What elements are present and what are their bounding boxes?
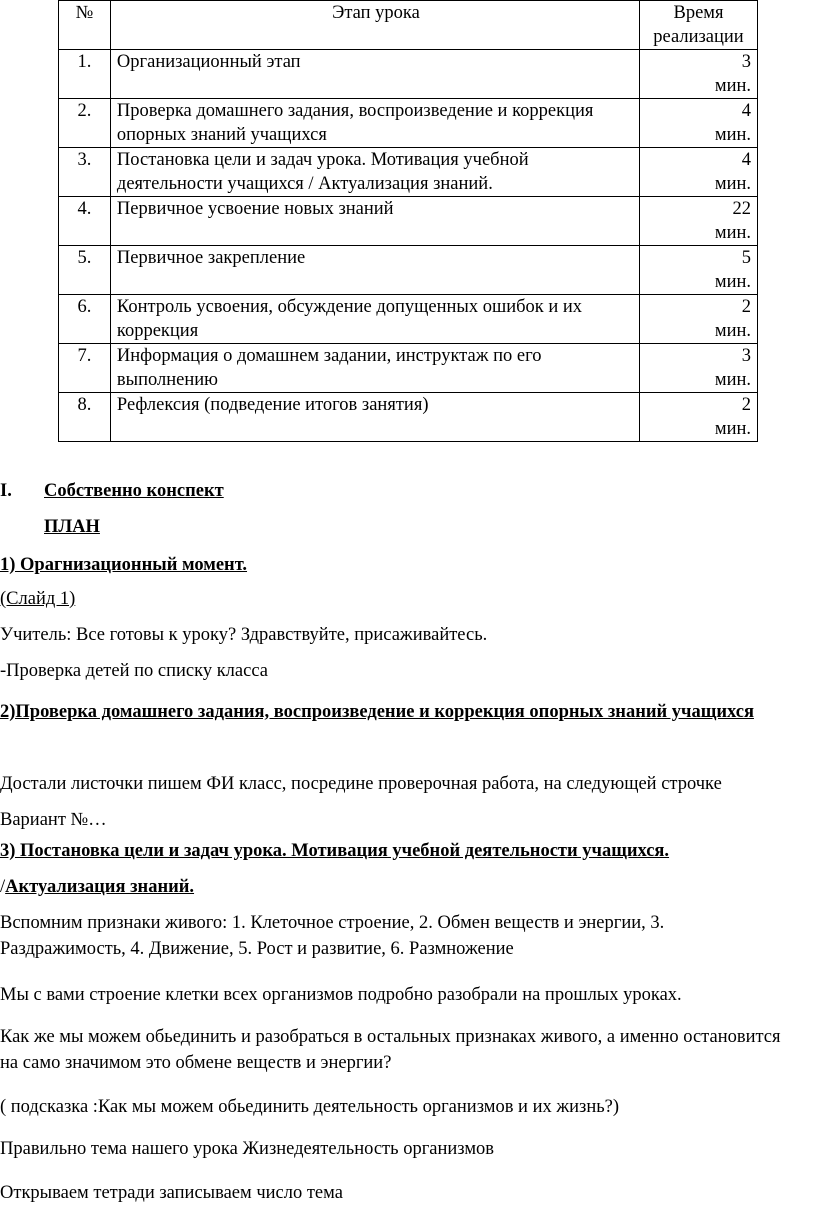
row-time: [640, 344, 758, 393]
row-time-value: 2: [741, 297, 751, 317]
row-time: [640, 246, 758, 295]
row-time: [640, 197, 758, 246]
row-stage: Информация о домашнем задании, инструктаж по его выполнению: [110, 344, 639, 393]
row-num: 3.: [59, 148, 111, 197]
section-number: I.: [0, 481, 12, 501]
table-row: [59, 50, 758, 99]
row-stage: Контроль усвоения, обсуждение допущенных ошибок и их коррекция: [110, 295, 639, 344]
row-num: 4.: [59, 197, 111, 246]
slide-1-label: [0, 586, 75, 612]
row-time-unit: мин.: [714, 223, 751, 243]
row-time-value: 3: [741, 52, 751, 72]
row-time-unit: мин.: [714, 174, 751, 194]
heading-actualization-slash: /: [0, 877, 6, 897]
row-stage: Первичное закрепление: [110, 246, 639, 295]
heading-homework-check: 2)Проверка домашнего задания, воспроизведение и коррекция опорных знаний учащихся: [0, 702, 754, 722]
row-num: 7.: [59, 344, 111, 393]
header-num: №: [59, 1, 111, 50]
table-row: [59, 393, 758, 442]
table-header-row: [59, 1, 758, 50]
header-time: [640, 1, 758, 50]
teacher-greeting: Учитель: Все готовы к уроку? Здравствуйте, присаживайтесь.: [0, 625, 488, 645]
row-time-unit: мин.: [714, 419, 751, 439]
heading-actualization: [0, 874, 194, 900]
row-num: 8.: [59, 393, 111, 442]
paragraph-metabolism-question: Как же мы можем обьединить и разобраться в остальных признаках живого, а именно остановится на само значимом это обмене веществ и энергии?: [0, 1027, 781, 1073]
header-stage: Этап урока: [110, 1, 639, 50]
row-time: [640, 148, 758, 197]
paragraph-open-notebooks: Открываем тетради записываем число тема: [0, 1183, 343, 1203]
row-time: [640, 99, 758, 148]
row-time-unit: мин.: [714, 321, 751, 341]
row-num: 1.: [59, 50, 111, 99]
row-time: [640, 295, 758, 344]
row-stage: Постановка цели и задач урока. Мотивация учебной деятельности учащихся / Актуализация знаний.: [110, 148, 639, 197]
header-time-line2: реализации: [653, 27, 744, 47]
row-time-value: 3: [741, 346, 751, 366]
table-row: [59, 197, 758, 246]
row-time-unit: мин.: [714, 125, 751, 145]
heading-org-moment: 1) Орагнизационный момент.: [0, 555, 248, 575]
heading-actualization-text: Актуализация знаний.: [5, 877, 195, 897]
header-time-line1: Время: [673, 3, 724, 23]
section-heading: [0, 478, 800, 504]
table-row: [59, 246, 758, 295]
slide-1-text: (Слайд 1): [0, 589, 76, 609]
row-stage: Первичное усвоение новых знаний: [110, 197, 639, 246]
row-time-unit: мин.: [714, 76, 751, 96]
row-time: [640, 393, 758, 442]
table-row: [59, 148, 758, 197]
paragraph-hint: ( подсказка :Как мы можем обьединить деятельность организмов и их жизнь?): [0, 1097, 620, 1117]
attendance-check: -Проверка детей по списку класса: [0, 661, 268, 681]
row-num: 5.: [59, 246, 111, 295]
row-stage: Проверка домашнего задания, воспроизведение и коррекция опорных знаний учащихся: [110, 99, 639, 148]
row-time-value: 5: [741, 248, 751, 268]
row-num: 2.: [59, 99, 111, 148]
table-row: [59, 99, 758, 148]
row-time-value: 22: [732, 199, 751, 219]
row-num: 6.: [59, 295, 111, 344]
heading-goals-motivation: 3) Постановка цели и задач урока. Мотивация учебной деятельности учащихся.: [0, 841, 670, 861]
paragraph-signs-of-life: Вспомним признаки живого: 1. Клеточное строение, 2. Обмен веществ и энергии, 3. Раздражимость, 4. Движение, 5. Рост и развитие, 6. Размножение: [0, 913, 665, 959]
paragraph-cell-structure: Мы с вами строение клетки всех организмов подробно разобрали на прошлых уроках.: [0, 985, 682, 1005]
row-time-value: 4: [741, 101, 751, 121]
row-time-unit: мин.: [714, 272, 751, 292]
plan-heading: ПЛАН: [44, 517, 100, 537]
row-time-value: 4: [741, 150, 751, 170]
row-stage: Рефлексия (подведение итогов занятия): [110, 393, 639, 442]
paragraph-lesson-topic: Правильно тема нашего урока Жизнедеятельность организмов: [0, 1139, 495, 1159]
row-time-value: 2: [741, 395, 751, 415]
row-time: [640, 50, 758, 99]
section-title: Собственно конспект: [44, 481, 224, 501]
paragraph-test-work: Достали листочки пишем ФИ класс, посредине проверочная работа, на следующей строчке Вариант №…: [0, 774, 722, 830]
table-row: [59, 344, 758, 393]
lesson-stages-table: [58, 0, 758, 442]
row-stage: Организационный этап: [110, 50, 639, 99]
row-time-unit: мин.: [714, 370, 751, 390]
table-row: [59, 295, 758, 344]
